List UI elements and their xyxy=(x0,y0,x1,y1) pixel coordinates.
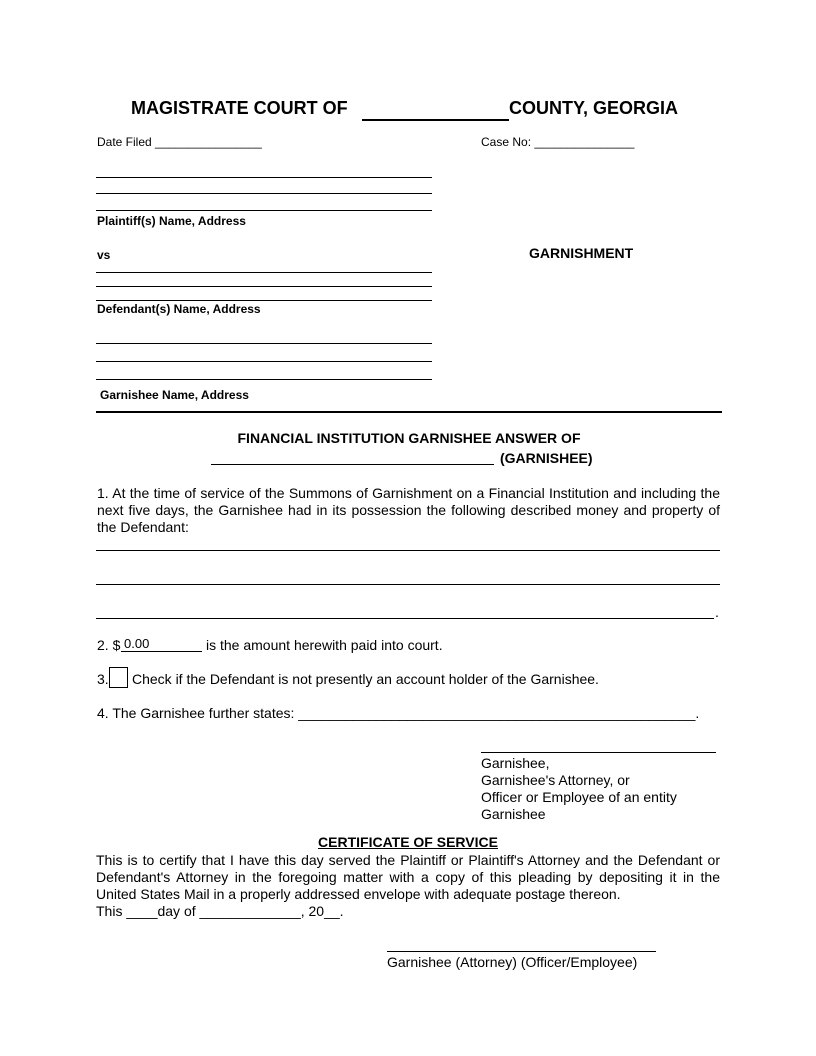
signature-line-1: Garnishee, xyxy=(481,755,550,771)
date-filed: Date Filed ________________ xyxy=(97,135,262,149)
answer-title-suffix: (GARNISHEE) xyxy=(500,450,593,466)
garnishee-signature-line[interactable] xyxy=(481,752,716,753)
period-mark: . xyxy=(715,604,719,620)
property-line-3[interactable] xyxy=(96,618,714,619)
property-line-1[interactable] xyxy=(96,550,720,551)
garnishee-label: Garnishee Name, Address xyxy=(100,388,249,402)
plaintiff-label: Plaintiff(s) Name, Address xyxy=(97,214,246,228)
answer-title: FINANCIAL INSTITUTION GARNISHEE ANSWER OF xyxy=(237,430,581,446)
not-account-holder-checkbox[interactable] xyxy=(109,667,128,688)
county-blank[interactable] xyxy=(362,119,509,121)
item-3-prefix: 3. xyxy=(97,671,109,687)
court-title-suffix: COUNTY, GEORGIA xyxy=(509,98,679,118)
section-divider xyxy=(96,411,722,413)
defendant-line-3[interactable] xyxy=(96,300,432,301)
certificate-signature-line[interactable] xyxy=(387,951,656,952)
garnishee-name-blank[interactable] xyxy=(211,464,494,465)
item-2-suffix: is the amount herewith paid into court. xyxy=(206,637,443,653)
certificate-signer: Garnishee (Attorney) (Officer/Employee) xyxy=(387,954,638,970)
vs-label: vs xyxy=(97,248,111,262)
plaintiff-line-1[interactable] xyxy=(96,177,432,178)
amount-field[interactable]: 0.00 xyxy=(124,636,150,651)
garnishee-line-1[interactable] xyxy=(96,343,432,344)
certificate-heading: CERTIFICATE OF SERVICE xyxy=(318,834,498,850)
plaintiff-line-2[interactable] xyxy=(96,193,432,194)
certificate-text: This is to certify that I have this day served the Plaintiff or Plaintiff's Attorney and the Defendant or Defendant's Attorney in the foregoing matter with a copy of this pleading by depositing it in the United States Mail in a properly addressed envelope with adequate postage thereon. xyxy=(96,852,720,902)
signature-line-2: Garnishee's Attorney, or xyxy=(481,772,630,788)
garnishee-line-2[interactable] xyxy=(96,361,432,362)
case-number: Case No: _______________ xyxy=(481,135,635,149)
item-4-text[interactable]: 4. The Garnishee further states: ___________________________________________________. xyxy=(97,705,700,721)
certificate-date-line[interactable]: This ____day of _____________, 20__. xyxy=(96,903,344,919)
defendant-line-1[interactable] xyxy=(96,272,432,273)
plaintiff-line-3[interactable] xyxy=(96,210,432,211)
garnishee-line-3[interactable] xyxy=(96,379,432,380)
item-3-text: Check if the Defendant is not presently an account holder of the Garnishee. xyxy=(132,671,599,687)
item-1-text: 1. At the time of service of the Summons of Garnishment on a Financial Institution and including the next five days, the Garnishee had in its possession the following described money and property of the Defendant: xyxy=(97,485,720,535)
signature-line-4: Garnishee xyxy=(481,806,546,822)
defendant-line-2[interactable] xyxy=(96,286,432,287)
signature-line-3: Officer or Employee of an entity xyxy=(481,789,677,805)
court-title-prefix: MAGISTRATE COURT OF xyxy=(131,98,348,118)
document-type: GARNISHMENT xyxy=(529,245,634,261)
defendant-label: Defendant(s) Name, Address xyxy=(97,302,261,316)
amount-underline xyxy=(121,651,202,652)
property-line-2[interactable] xyxy=(96,584,720,585)
item-2-prefix: 2. $ xyxy=(97,637,121,653)
